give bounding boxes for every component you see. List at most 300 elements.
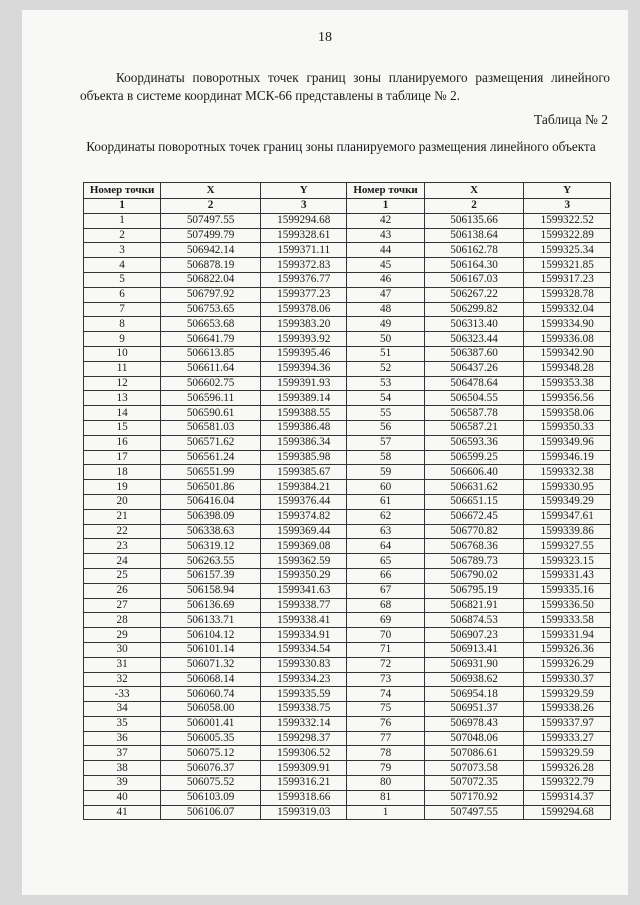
table-row	[84, 805, 611, 820]
x-coordinate-cell: 506651.15	[424, 494, 524, 509]
table-body	[84, 213, 611, 820]
x-coordinate-cell: 506954.18	[424, 687, 524, 702]
point-number-cell: 69	[347, 613, 424, 628]
y-coordinate-cell: 1599350.33	[524, 420, 611, 435]
table-row	[84, 272, 611, 287]
point-number-cell: 14	[84, 406, 161, 421]
table-row	[84, 228, 611, 243]
y-coordinate-cell: 1599385.98	[261, 450, 347, 465]
x-coordinate-cell: 506942.14	[161, 243, 261, 258]
x-coordinate-cell: 506770.82	[424, 524, 524, 539]
x-coordinate-cell: 506672.45	[424, 509, 524, 524]
point-number-cell: 46	[347, 272, 424, 287]
x-coordinate-cell: 506938.62	[424, 672, 524, 687]
y-coordinate-cell: 1599328.61	[261, 228, 347, 243]
table-header-row	[84, 183, 611, 199]
point-number-cell: 12	[84, 376, 161, 391]
x-coordinate-cell: 507072.35	[424, 776, 524, 791]
x-coordinate-cell: 506398.09	[161, 509, 261, 524]
point-number-cell: 23	[84, 539, 161, 554]
column-index: 2	[424, 199, 524, 214]
header-x: X	[161, 183, 261, 199]
table-row	[84, 465, 611, 480]
table-row	[84, 406, 611, 421]
y-coordinate-cell: 1599374.82	[261, 509, 347, 524]
table-row	[84, 746, 611, 761]
point-number-cell: 66	[347, 568, 424, 583]
x-coordinate-cell: 506162.78	[424, 243, 524, 258]
y-coordinate-cell: 1599372.83	[261, 258, 347, 273]
point-number-cell: 45	[347, 258, 424, 273]
point-number-cell: 21	[84, 509, 161, 524]
y-coordinate-cell: 1599298.37	[261, 731, 347, 746]
column-index: 3	[524, 199, 611, 214]
point-number-cell: 50	[347, 332, 424, 347]
x-coordinate-cell: 506068.14	[161, 672, 261, 687]
x-coordinate-cell: 506001.41	[161, 716, 261, 731]
y-coordinate-cell: 1599342.90	[524, 346, 611, 361]
coordinates-table	[83, 182, 611, 820]
x-coordinate-cell: 506978.43	[424, 716, 524, 731]
point-number-cell: 39	[84, 776, 161, 791]
point-number-cell: 8	[84, 317, 161, 332]
column-index-row	[84, 199, 611, 214]
x-coordinate-cell: 506599.25	[424, 450, 524, 465]
point-number-cell: 72	[347, 657, 424, 672]
x-coordinate-cell: 506075.12	[161, 746, 261, 761]
y-coordinate-cell: 1599369.44	[261, 524, 347, 539]
y-coordinate-cell: 1599332.14	[261, 716, 347, 731]
point-number-cell: 55	[347, 406, 424, 421]
x-coordinate-cell: 506951.37	[424, 702, 524, 717]
point-number-cell: 41	[84, 805, 161, 820]
point-number-cell: 47	[347, 287, 424, 302]
y-coordinate-cell: 1599336.50	[524, 598, 611, 613]
x-coordinate-cell: 506504.55	[424, 391, 524, 406]
point-number-cell: 63	[347, 524, 424, 539]
x-coordinate-cell: 506136.69	[161, 598, 261, 613]
point-number-cell: 49	[347, 317, 424, 332]
x-coordinate-cell: 507086.61	[424, 746, 524, 761]
point-number-cell: 11	[84, 361, 161, 376]
y-coordinate-cell: 1599356.56	[524, 391, 611, 406]
point-number-cell: 25	[84, 568, 161, 583]
x-coordinate-cell: 507073.58	[424, 761, 524, 776]
point-number-cell: 15	[84, 420, 161, 435]
point-number-cell: 78	[347, 746, 424, 761]
point-number-cell: 16	[84, 435, 161, 450]
y-coordinate-cell: 1599318.66	[261, 790, 347, 805]
x-coordinate-cell: 506797.92	[161, 287, 261, 302]
y-coordinate-cell: 1599335.59	[261, 687, 347, 702]
x-coordinate-cell: 506753.65	[161, 302, 261, 317]
point-number-cell: 34	[84, 702, 161, 717]
table-row	[84, 642, 611, 657]
y-coordinate-cell: 1599377.23	[261, 287, 347, 302]
column-index: 2	[161, 199, 261, 214]
x-coordinate-cell: 506058.00	[161, 702, 261, 717]
x-coordinate-cell: 506790.02	[424, 568, 524, 583]
point-number-cell: 43	[347, 228, 424, 243]
x-coordinate-cell: 507497.55	[424, 805, 524, 820]
y-coordinate-cell: 1599349.96	[524, 435, 611, 450]
x-coordinate-cell: 506133.71	[161, 613, 261, 628]
point-number-cell: 48	[347, 302, 424, 317]
table-row	[84, 420, 611, 435]
point-number-cell: 3	[84, 243, 161, 258]
y-coordinate-cell: 1599384.21	[261, 480, 347, 495]
y-coordinate-cell: 1599314.37	[524, 790, 611, 805]
point-number-cell: 42	[347, 213, 424, 228]
x-coordinate-cell: 506075.52	[161, 776, 261, 791]
point-number-cell: 58	[347, 450, 424, 465]
x-coordinate-cell: 506060.74	[161, 687, 261, 702]
table-row	[84, 287, 611, 302]
y-coordinate-cell: 1599334.90	[524, 317, 611, 332]
y-coordinate-cell: 1599334.54	[261, 642, 347, 657]
y-coordinate-cell: 1599323.15	[524, 554, 611, 569]
x-coordinate-cell: 506338.63	[161, 524, 261, 539]
y-coordinate-cell: 1599330.95	[524, 480, 611, 495]
point-number-cell: 57	[347, 435, 424, 450]
x-coordinate-cell: 506606.40	[424, 465, 524, 480]
y-coordinate-cell: 1599329.59	[524, 746, 611, 761]
column-index: 1	[347, 199, 424, 214]
point-number-cell: 74	[347, 687, 424, 702]
point-number-cell: 80	[347, 776, 424, 791]
x-coordinate-cell: 507048.06	[424, 731, 524, 746]
y-coordinate-cell: 1599306.52	[261, 746, 347, 761]
y-coordinate-cell: 1599338.77	[261, 598, 347, 613]
x-coordinate-cell: 506795.19	[424, 583, 524, 598]
header-y: Y	[261, 183, 347, 199]
x-coordinate-cell: 506587.21	[424, 420, 524, 435]
y-coordinate-cell: 1599326.28	[524, 761, 611, 776]
table-row	[84, 361, 611, 376]
point-number-cell: 73	[347, 672, 424, 687]
point-number-cell: 18	[84, 465, 161, 480]
x-coordinate-cell: 506561.24	[161, 450, 261, 465]
y-coordinate-cell: 1599369.08	[261, 539, 347, 554]
point-number-cell: 38	[84, 761, 161, 776]
y-coordinate-cell: 1599322.52	[524, 213, 611, 228]
y-coordinate-cell: 1599338.41	[261, 613, 347, 628]
x-coordinate-cell: 506076.37	[161, 761, 261, 776]
y-coordinate-cell: 1599330.83	[261, 657, 347, 672]
y-coordinate-cell: 1599376.44	[261, 494, 347, 509]
point-number-cell: 71	[347, 642, 424, 657]
y-coordinate-cell: 1599353.38	[524, 376, 611, 391]
y-coordinate-cell: 1599341.63	[261, 583, 347, 598]
y-coordinate-cell: 1599325.34	[524, 243, 611, 258]
page-number: 18	[318, 30, 332, 45]
x-coordinate-cell: 506005.35	[161, 731, 261, 746]
y-coordinate-cell: 1599385.67	[261, 465, 347, 480]
y-coordinate-cell: 1599386.34	[261, 435, 347, 450]
x-coordinate-cell: 506613.85	[161, 346, 261, 361]
point-number-cell: 44	[347, 243, 424, 258]
y-coordinate-cell: 1599332.04	[524, 302, 611, 317]
y-coordinate-cell: 1599332.38	[524, 465, 611, 480]
point-number-cell: 19	[84, 480, 161, 495]
table-row	[84, 598, 611, 613]
x-coordinate-cell: 506551.99	[161, 465, 261, 480]
y-coordinate-cell: 1599347.61	[524, 509, 611, 524]
point-number-cell: 77	[347, 731, 424, 746]
table-row	[84, 613, 611, 628]
point-number-cell: 1	[84, 213, 161, 228]
point-number-cell: 59	[347, 465, 424, 480]
y-coordinate-cell: 1599329.59	[524, 687, 611, 702]
point-number-cell: 28	[84, 613, 161, 628]
table-row	[84, 731, 611, 746]
point-number-cell: 70	[347, 628, 424, 643]
column-index: 1	[84, 199, 161, 214]
point-number-cell: 35	[84, 716, 161, 731]
point-number-cell: 29	[84, 628, 161, 643]
y-coordinate-cell: 1599328.78	[524, 287, 611, 302]
point-number-cell: 27	[84, 598, 161, 613]
y-coordinate-cell: 1599321.85	[524, 258, 611, 273]
x-coordinate-cell: 506878.19	[161, 258, 261, 273]
y-coordinate-cell: 1599326.36	[524, 642, 611, 657]
y-coordinate-cell: 1599338.75	[261, 702, 347, 717]
x-coordinate-cell: 506437.26	[424, 361, 524, 376]
y-coordinate-cell: 1599322.89	[524, 228, 611, 243]
point-number-cell: 52	[347, 361, 424, 376]
x-coordinate-cell: 506104.12	[161, 628, 261, 643]
x-coordinate-cell: 507499.79	[161, 228, 261, 243]
x-coordinate-cell: 506931.90	[424, 657, 524, 672]
x-coordinate-cell: 506641.79	[161, 332, 261, 347]
x-coordinate-cell: 506164.30	[424, 258, 524, 273]
point-number-cell: 20	[84, 494, 161, 509]
y-coordinate-cell: 1599371.11	[261, 243, 347, 258]
y-coordinate-cell: 1599350.29	[261, 568, 347, 583]
point-number-cell: 51	[347, 346, 424, 361]
table-row	[84, 243, 611, 258]
intro-paragraph: Координаты поворотных точек границ зоны планируемого размещения линейного объекта в системе координат МСК-66 представлены в таблице № 2.	[80, 70, 610, 103]
x-coordinate-cell: 506323.44	[424, 332, 524, 347]
header-x: X	[424, 183, 524, 199]
table-row	[84, 790, 611, 805]
table-row	[84, 332, 611, 347]
x-coordinate-cell: 506135.66	[424, 213, 524, 228]
point-number-cell: 36	[84, 731, 161, 746]
x-coordinate-cell: 506602.75	[161, 376, 261, 391]
x-coordinate-cell: 506874.53	[424, 613, 524, 628]
point-number-cell: 10	[84, 346, 161, 361]
point-number-cell: 30	[84, 642, 161, 657]
x-coordinate-cell: 506158.94	[161, 583, 261, 598]
y-coordinate-cell: 1599391.93	[261, 376, 347, 391]
table-row	[84, 554, 611, 569]
y-coordinate-cell: 1599333.27	[524, 731, 611, 746]
x-coordinate-cell: 506501.86	[161, 480, 261, 495]
y-coordinate-cell: 1599339.86	[524, 524, 611, 539]
x-coordinate-cell: 506138.64	[424, 228, 524, 243]
point-number-cell: 53	[347, 376, 424, 391]
table-row	[84, 509, 611, 524]
x-coordinate-cell: 506106.07	[161, 805, 261, 820]
header-point-number: Номер точки	[84, 183, 161, 199]
y-coordinate-cell: 1599386.48	[261, 420, 347, 435]
x-coordinate-cell: 506593.36	[424, 435, 524, 450]
y-coordinate-cell: 1599376.77	[261, 272, 347, 287]
point-number-cell: 6	[84, 287, 161, 302]
table-row	[84, 346, 611, 361]
point-number-cell: 64	[347, 539, 424, 554]
y-coordinate-cell: 1599326.29	[524, 657, 611, 672]
point-number-cell: 81	[347, 790, 424, 805]
point-number-cell: 13	[84, 391, 161, 406]
y-coordinate-cell: 1599334.23	[261, 672, 347, 687]
y-coordinate-cell: 1599349.29	[524, 494, 611, 509]
x-coordinate-cell: 506821.91	[424, 598, 524, 613]
table-row	[84, 657, 611, 672]
y-coordinate-cell: 1599383.20	[261, 317, 347, 332]
table-label: Таблица № 2	[534, 112, 608, 127]
y-coordinate-cell: 1599389.14	[261, 391, 347, 406]
y-coordinate-cell: 1599309.91	[261, 761, 347, 776]
x-coordinate-cell: 506590.61	[161, 406, 261, 421]
y-coordinate-cell: 1599316.21	[261, 776, 347, 791]
x-coordinate-cell: 506267.22	[424, 287, 524, 302]
table-row	[84, 480, 611, 495]
x-coordinate-cell: 506768.36	[424, 539, 524, 554]
table-row	[84, 494, 611, 509]
table-row	[84, 391, 611, 406]
x-coordinate-cell: 506581.03	[161, 420, 261, 435]
x-coordinate-cell: 506071.32	[161, 657, 261, 672]
table-row	[84, 672, 611, 687]
table-row	[84, 583, 611, 598]
table-row	[84, 687, 611, 702]
point-number-cell: 37	[84, 746, 161, 761]
y-coordinate-cell: 1599322.79	[524, 776, 611, 791]
table-row	[84, 450, 611, 465]
point-number-cell: 61	[347, 494, 424, 509]
point-number-cell: 76	[347, 716, 424, 731]
x-coordinate-cell: 506789.73	[424, 554, 524, 569]
x-coordinate-cell: 506653.68	[161, 317, 261, 332]
y-coordinate-cell: 1599395.46	[261, 346, 347, 361]
x-coordinate-cell: 506167.03	[424, 272, 524, 287]
x-coordinate-cell: 506907.23	[424, 628, 524, 643]
header-point-number: Номер точки	[347, 183, 424, 199]
y-coordinate-cell: 1599331.94	[524, 628, 611, 643]
y-coordinate-cell: 1599319.03	[261, 805, 347, 820]
point-number-cell: 40	[84, 790, 161, 805]
table-row	[84, 302, 611, 317]
y-coordinate-cell: 1599317.23	[524, 272, 611, 287]
point-number-cell: 54	[347, 391, 424, 406]
table-caption: Координаты поворотных точек границ зоны планируемого размещения линейного объекта	[86, 139, 596, 154]
y-coordinate-cell: 1599378.06	[261, 302, 347, 317]
y-coordinate-cell: 1599338.26	[524, 702, 611, 717]
x-coordinate-cell: 506611.64	[161, 361, 261, 376]
x-coordinate-cell: 506596.11	[161, 391, 261, 406]
point-number-cell: 65	[347, 554, 424, 569]
y-coordinate-cell: 1599330.37	[524, 672, 611, 687]
y-coordinate-cell: 1599348.28	[524, 361, 611, 376]
point-number-cell: 56	[347, 420, 424, 435]
point-number-cell: 4	[84, 258, 161, 273]
table-row	[84, 628, 611, 643]
x-coordinate-cell: 506103.09	[161, 790, 261, 805]
x-coordinate-cell: 506157.39	[161, 568, 261, 583]
y-coordinate-cell: 1599362.59	[261, 554, 347, 569]
point-number-cell: 32	[84, 672, 161, 687]
point-number-cell: 60	[347, 480, 424, 495]
x-coordinate-cell: 506913.41	[424, 642, 524, 657]
table-row	[84, 317, 611, 332]
x-coordinate-cell: 506631.62	[424, 480, 524, 495]
x-coordinate-cell: 506319.12	[161, 539, 261, 554]
document-page	[22, 10, 628, 895]
y-coordinate-cell: 1599335.16	[524, 583, 611, 598]
point-number-cell: -33	[84, 687, 161, 702]
point-number-cell: 68	[347, 598, 424, 613]
x-coordinate-cell: 506571.62	[161, 435, 261, 450]
y-coordinate-cell: 1599336.08	[524, 332, 611, 347]
y-coordinate-cell: 1599337.97	[524, 716, 611, 731]
point-number-cell: 22	[84, 524, 161, 539]
table-row	[84, 761, 611, 776]
table-row	[84, 258, 611, 273]
column-index: 3	[261, 199, 347, 214]
x-coordinate-cell: 506263.55	[161, 554, 261, 569]
point-number-cell: 62	[347, 509, 424, 524]
point-number-cell: 1	[347, 805, 424, 820]
table-row	[84, 539, 611, 554]
table-row	[84, 716, 611, 731]
point-number-cell: 5	[84, 272, 161, 287]
header-y: Y	[524, 183, 611, 199]
point-number-cell: 79	[347, 761, 424, 776]
point-number-cell: 17	[84, 450, 161, 465]
table-row	[84, 702, 611, 717]
x-coordinate-cell: 506587.78	[424, 406, 524, 421]
y-coordinate-cell: 1599327.55	[524, 539, 611, 554]
y-coordinate-cell: 1599334.91	[261, 628, 347, 643]
point-number-cell: 2	[84, 228, 161, 243]
x-coordinate-cell: 506478.64	[424, 376, 524, 391]
point-number-cell: 24	[84, 554, 161, 569]
table-row	[84, 435, 611, 450]
table-row	[84, 524, 611, 539]
x-coordinate-cell: 506416.04	[161, 494, 261, 509]
table-row	[84, 568, 611, 583]
y-coordinate-cell: 1599294.68	[524, 805, 611, 820]
table-row	[84, 213, 611, 228]
point-number-cell: 67	[347, 583, 424, 598]
x-coordinate-cell: 506387.60	[424, 346, 524, 361]
x-coordinate-cell: 507170.92	[424, 790, 524, 805]
x-coordinate-cell: 506313.40	[424, 317, 524, 332]
x-coordinate-cell: 507497.55	[161, 213, 261, 228]
y-coordinate-cell: 1599358.06	[524, 406, 611, 421]
y-coordinate-cell: 1599393.92	[261, 332, 347, 347]
point-number-cell: 7	[84, 302, 161, 317]
y-coordinate-cell: 1599294.68	[261, 213, 347, 228]
table-row	[84, 376, 611, 391]
y-coordinate-cell: 1599333.58	[524, 613, 611, 628]
point-number-cell: 26	[84, 583, 161, 598]
y-coordinate-cell: 1599346.19	[524, 450, 611, 465]
x-coordinate-cell: 506299.82	[424, 302, 524, 317]
table-row	[84, 776, 611, 791]
